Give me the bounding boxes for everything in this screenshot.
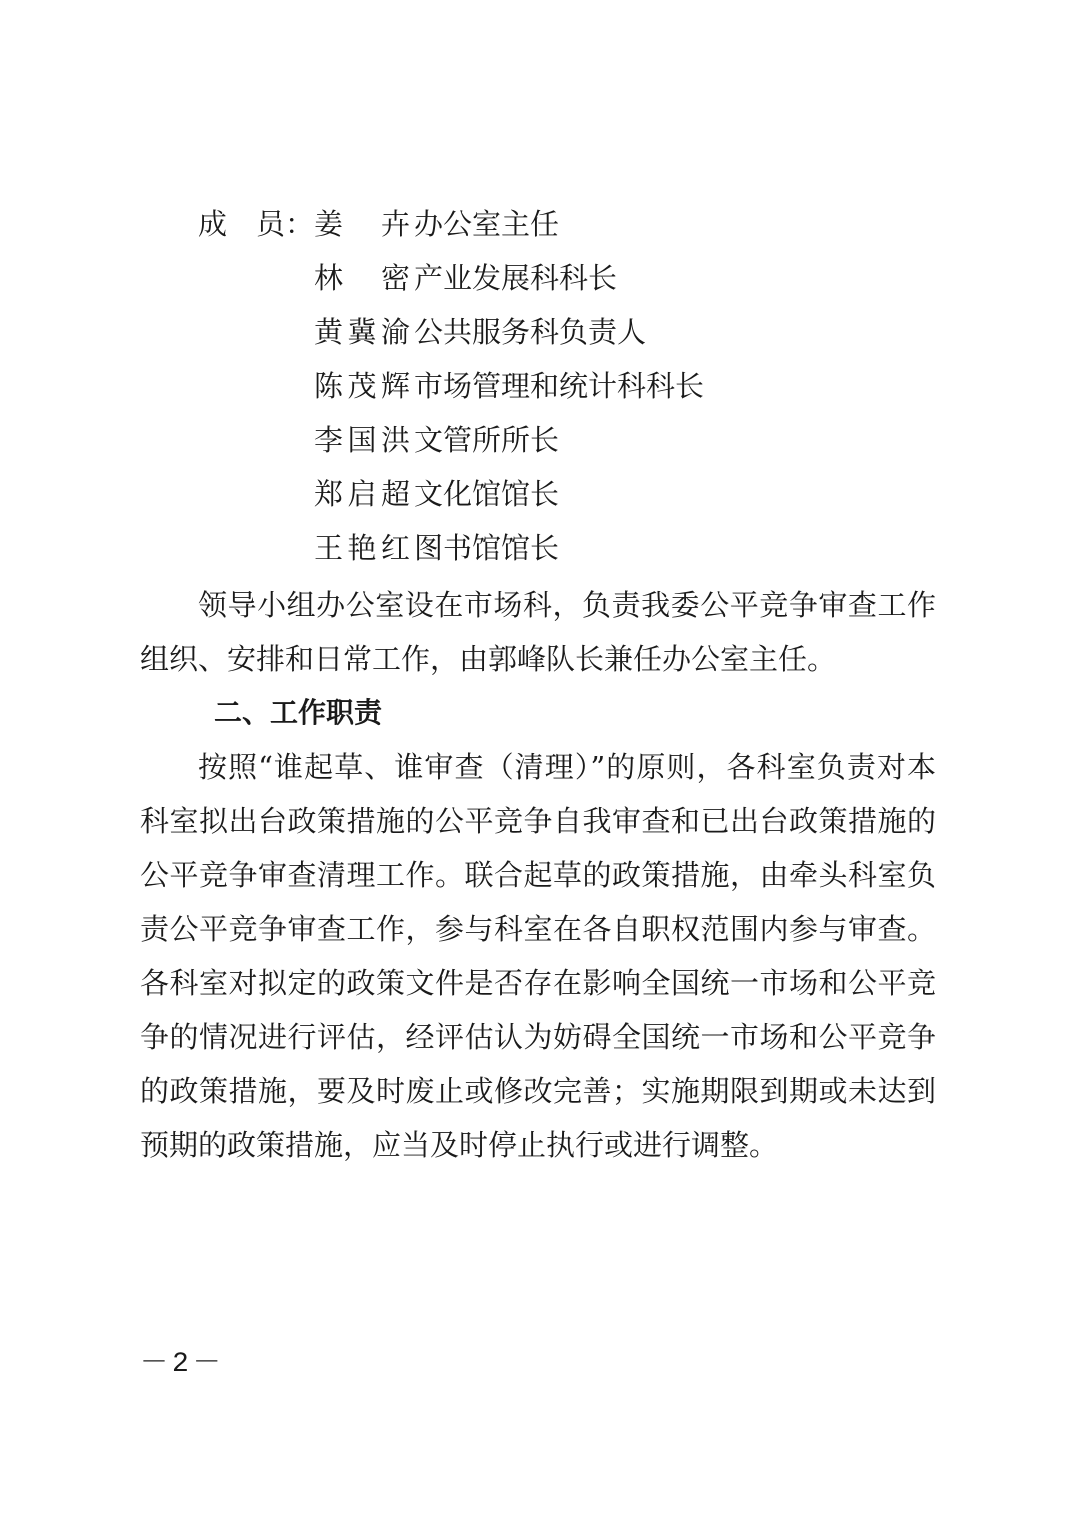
members-label: 成 员： xyxy=(198,207,315,241)
member-name: 李国洪 xyxy=(314,423,410,457)
member-name: 王艳红 xyxy=(314,531,410,565)
member-row xyxy=(198,200,958,254)
page-number: －2－ xyxy=(140,1349,225,1380)
member-row xyxy=(198,308,958,362)
member-name: 陈茂辉 xyxy=(314,369,410,403)
member-row xyxy=(198,524,958,578)
member-title: 文管所所长 xyxy=(414,423,560,457)
member-name: 郑启超 xyxy=(314,477,410,511)
section-heading: 二、工作职责 xyxy=(214,696,383,729)
member-name: 黄冀渝 xyxy=(314,315,410,349)
member-title: 办公室主任 xyxy=(414,207,560,241)
member-title: 产业发展科科长 xyxy=(414,261,618,295)
member-row xyxy=(198,254,958,308)
member-title: 市场管理和统计科科长 xyxy=(414,369,705,403)
member-name: 林密 xyxy=(314,261,410,295)
member-title: 文化馆馆长 xyxy=(414,477,560,511)
member-row xyxy=(198,362,958,416)
member-title: 公共服务科负责人 xyxy=(414,315,647,349)
duties-paragraph: 按照“谁起草、谁审查（清理）”的原则，各科室负责对本科室拟出台政策措施的公平竞争自我审查和已出台政策措施的公平竞争审查清理工作。联合起草的政策措施，由牵头科室负责公平竞争审查工作，参与科室在各自职权范围内参与审查。各科室对拟定的政策文件是否存在影响全国统一市场和公平竞争的情况进行评估，经评估认为妨碍全国统一市场和公平竞争的政策措施，要及时废止或修改完善；实施期限到期或未达到预期的政策措施，应当及时停止执行或进行调整。 xyxy=(140,750,936,1162)
member-name: 姜卉 xyxy=(314,207,410,241)
member-title: 图书馆馆长 xyxy=(414,531,560,565)
office-paragraph: 领导小组办公室设在市场科，负责我委公平竞争审查工作组织、安排和日常工作，由郭峰队长兼任办公室主任。 xyxy=(140,588,936,676)
member-list xyxy=(198,200,958,578)
member-row xyxy=(198,470,958,524)
member-row xyxy=(198,416,958,470)
